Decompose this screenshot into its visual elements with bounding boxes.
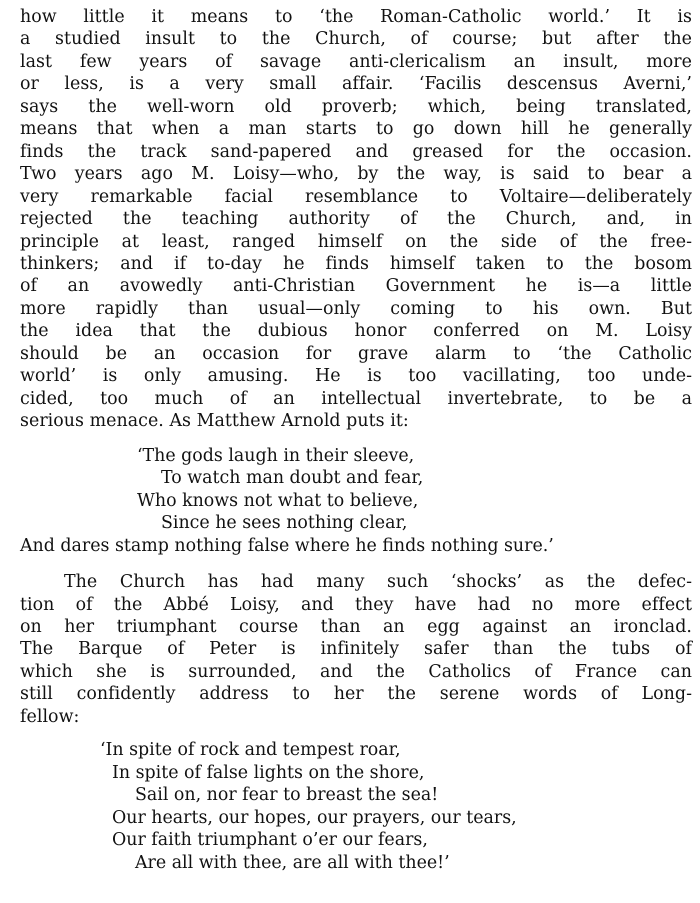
text-line: still confidently address to her the serene words of Long-	[20, 684, 692, 705]
text-line: how little it means to ‘the Roman-Catholic world.’ It is	[20, 7, 692, 27]
text-line: more rapidly than usual—only coming to his own. But	[20, 298, 692, 319]
text-line: very remarkable facial resemblance to Voltaire—deliberately	[20, 186, 692, 207]
poem-line: Our faith triumphant o’er our fears,	[112, 830, 428, 851]
text-line: which she is surrounded, and the Catholics of France can	[20, 661, 692, 682]
poem-line: Are all with thee, are all with thee!’	[135, 852, 450, 873]
text-line: or less, is a very small affair. ‘Facilis descensus Averni,’	[20, 74, 692, 95]
text-line: tion of the Abbé Loisy, and they have had no more effect	[20, 594, 692, 615]
text-line: on her triumphant course than an egg against an ironclad.	[20, 617, 692, 638]
paragraph-2	[20, 571, 692, 728]
text-line: last few years of savage anti-clericalism an insult, more	[20, 51, 692, 72]
poem-line: Sail on, nor fear to breast the sea!	[135, 785, 439, 806]
poem-arnold	[20, 445, 692, 558]
text-line: world’ is only amusing. He is too vacillating, too unde-	[20, 366, 692, 387]
poem-line: And dares stamp nothing false where he finds nothing sure.’	[20, 535, 554, 556]
text-line: Two years ago M. Loisy—who, by the way, is said to bear a	[20, 164, 692, 185]
text-line: says the well-worn old proverb; which, being translated,	[20, 96, 692, 117]
text-line: principle at least, ranged himself on the side of the free-	[20, 231, 692, 252]
text-line: The Barque of Peter is infinitely safer than the tubs of	[20, 639, 692, 660]
text-line: fellow:	[20, 706, 80, 727]
poem-line: In spite of false lights on the shore,	[112, 762, 425, 783]
poem-line: Since he sees nothing clear,	[161, 513, 408, 534]
text-line: rejected the teaching authority of the Church, and, in	[20, 209, 692, 230]
text-line: cided, too much of an intellectual invertebrate, to be a	[20, 388, 692, 409]
poem-line: To watch man doubt and fear,	[161, 468, 424, 489]
text-line: should be an occasion for grave alarm to ‘the Catholic	[20, 343, 692, 364]
text-line: thinkers; and if to-day he finds himself taken to the bosom	[20, 253, 692, 274]
text-line: the idea that the dubious honor conferred on M. Loisy	[20, 321, 692, 342]
text-line: finds the track sand-papered and greased for the occasion.	[20, 141, 692, 162]
paragraph-1	[20, 6, 692, 433]
text-line: of an avowedly anti-Christian Government he is—a little	[20, 276, 692, 297]
text-line: means that when a man starts to go down hill he generally	[20, 119, 692, 140]
poem-line: Our hearts, our hopes, our prayers, our tears,	[112, 807, 517, 828]
poem-longfellow	[20, 739, 692, 874]
poem-line: ‘In spite of rock and tempest roar,	[100, 740, 401, 761]
poem-line: Who knows not what to believe,	[137, 490, 419, 511]
text-line: The Church has had many such ‘shocks’ as the defec-	[64, 572, 692, 593]
text-line: a studied insult to the Church, of course; but after the	[20, 29, 692, 50]
text-line: serious menace. As Matthew Arnold puts it:	[20, 411, 409, 432]
poem-line: ‘The gods laugh in their sleeve,	[137, 445, 415, 466]
